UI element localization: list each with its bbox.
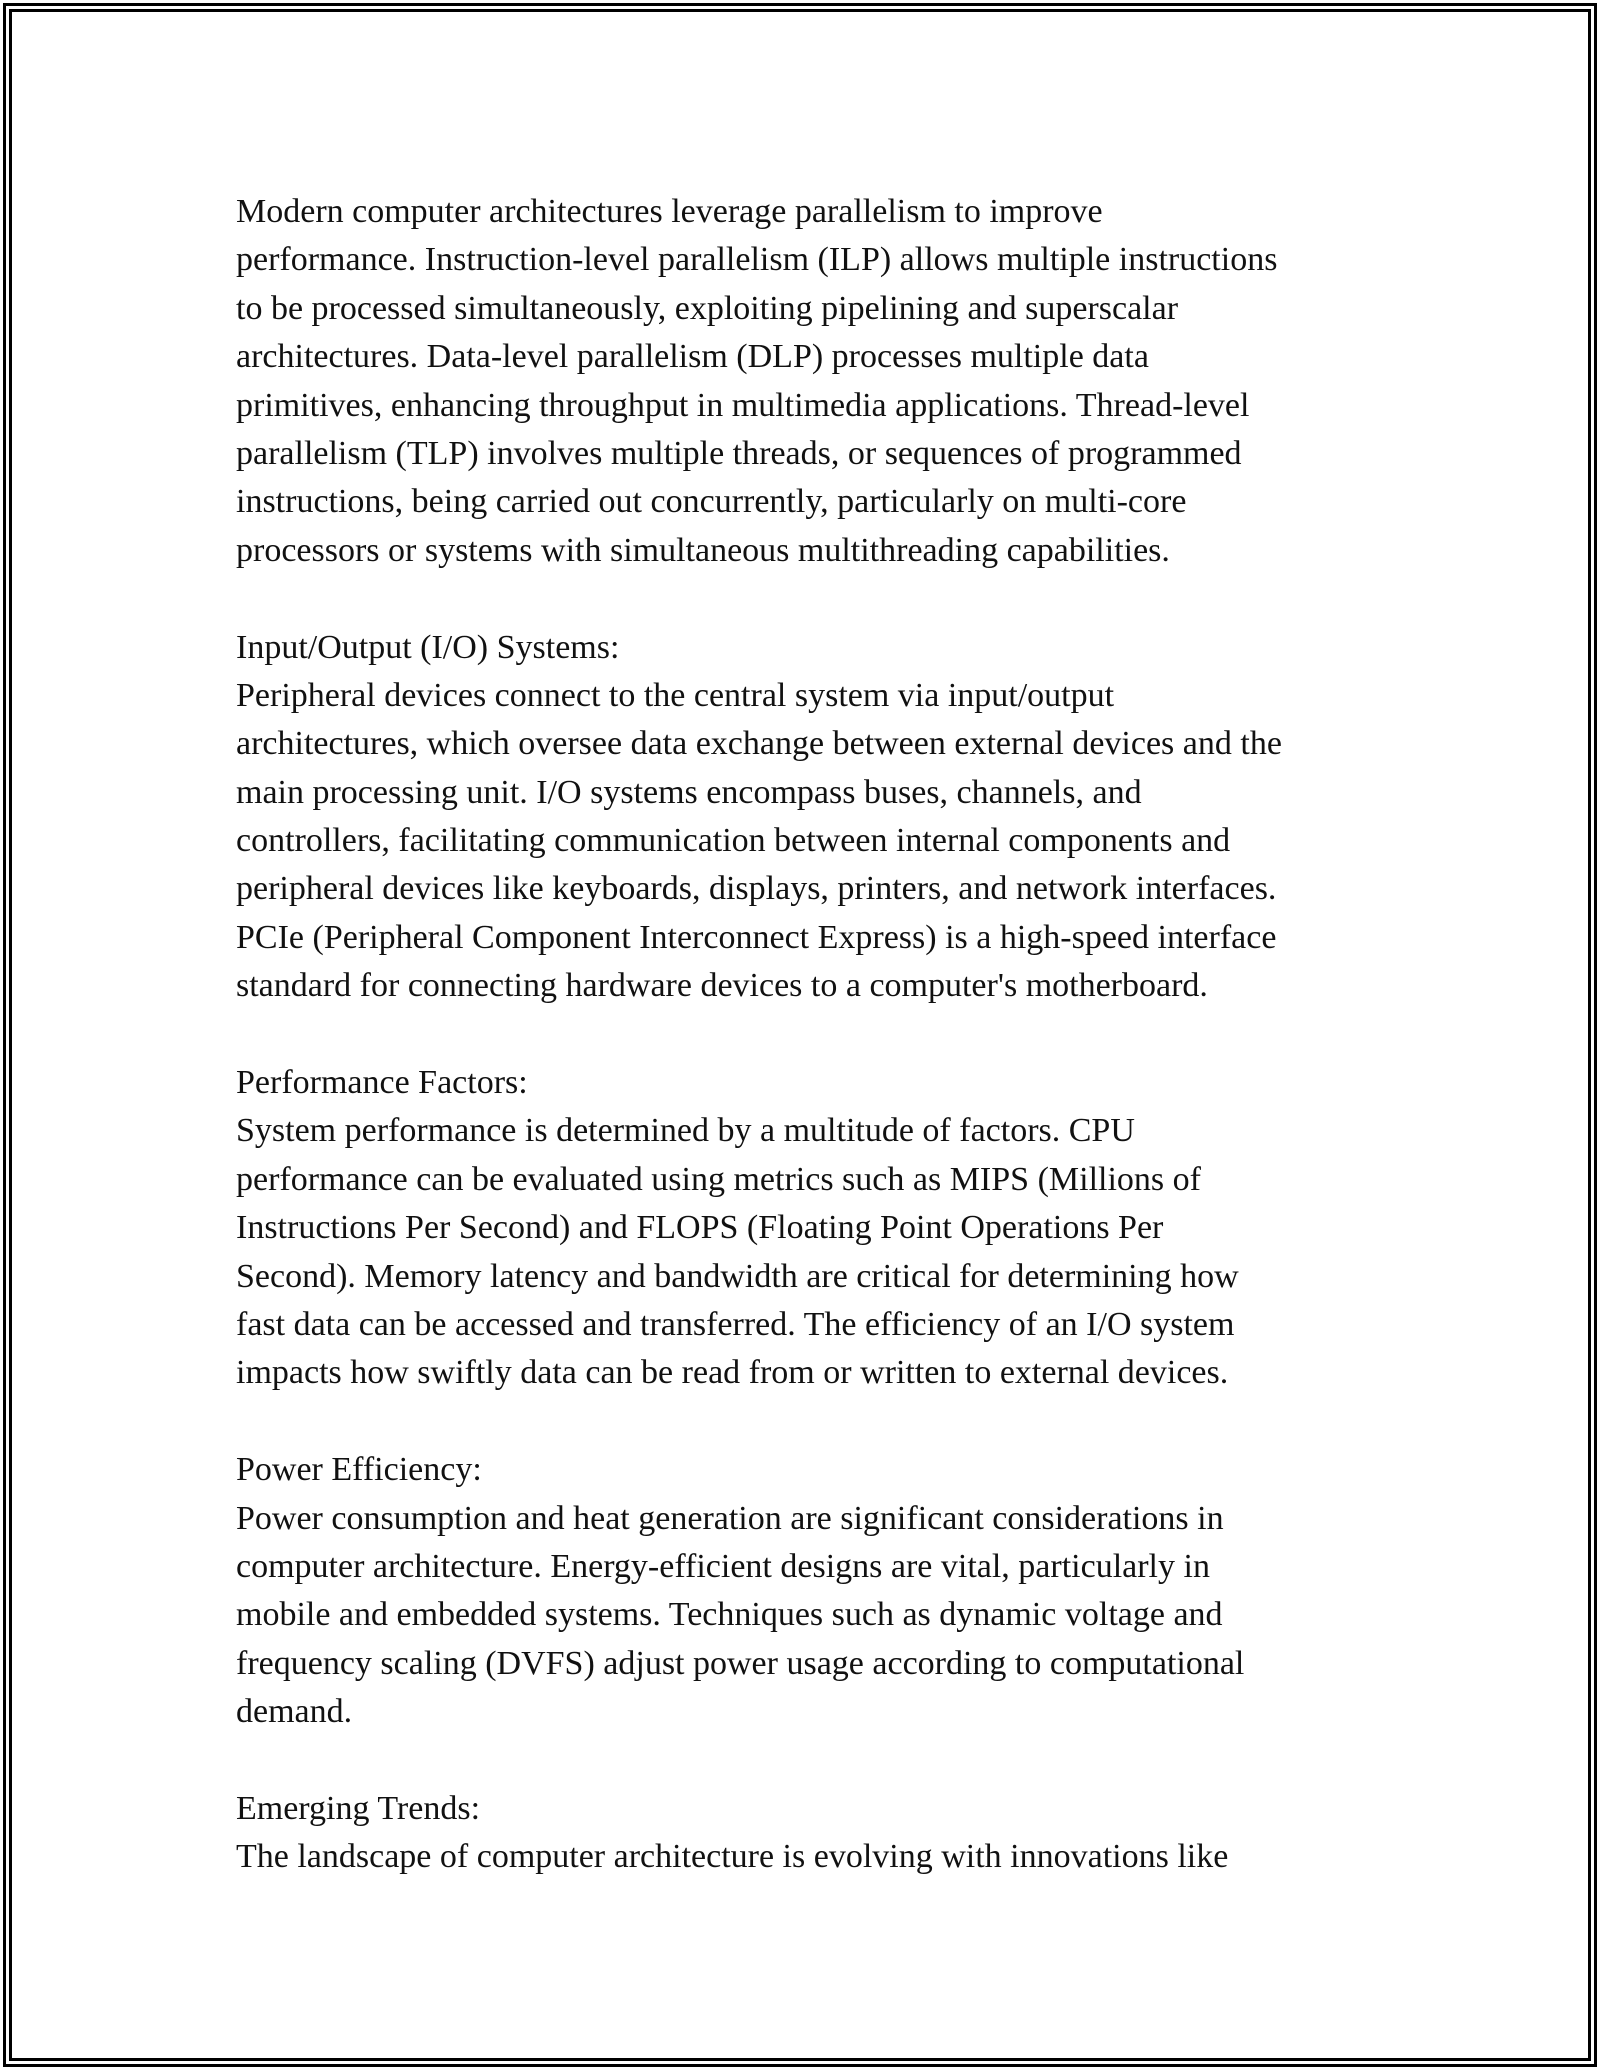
- performance-line: impacts how swiftly data can be read from or written to external devices.: [236, 1354, 1229, 1392]
- intro-line: Modern computer architectures leverage parallelism to improve: [236, 193, 1103, 230]
- paragraph-gap: [236, 1398, 1376, 1446]
- paragraph-gap: [236, 1737, 1376, 1785]
- paragraph-gap: [236, 575, 1376, 623]
- performance-line: System performance is determined by a multitude of factors. CPU: [236, 1112, 1135, 1150]
- document-body: [236, 188, 1376, 1882]
- performance-line: Second). Memory latency and bandwidth are critical for determining how: [236, 1257, 1239, 1295]
- io-line: architectures, which oversee data exchange between external devices and the: [236, 725, 1282, 763]
- io-section: [236, 624, 1376, 1011]
- power-heading: Power Efficiency:: [236, 1451, 482, 1489]
- intro-line: parallelism (TLP) involves multiple threads, or sequences of programmed: [236, 434, 1242, 472]
- intro-line: primitives, enhancing throughput in multimedia applications. Thread-level: [236, 386, 1250, 424]
- intro-line: processors or systems with simultaneous multithreading capabilities.: [236, 531, 1170, 569]
- performance-line: Instructions Per Second) and FLOPS (Floating Point Operations Per: [236, 1209, 1164, 1247]
- power-line: computer architecture. Energy-efficient designs are vital, particularly in: [236, 1547, 1210, 1585]
- performance-line: performance can be evaluated using metrics such as MIPS (Millions of: [236, 1160, 1201, 1198]
- power-section: [236, 1446, 1376, 1736]
- io-line: peripheral devices like keyboards, displays, printers, and network interfaces.: [236, 870, 1277, 908]
- intro-line: performance. Instruction-level parallelism (ILP) allows multiple instructions: [236, 241, 1278, 279]
- power-line: demand.: [236, 1693, 353, 1731]
- intro-line: to be processed simultaneously, exploiting pipelining and superscalar: [236, 289, 1179, 327]
- trends-section: [236, 1785, 1376, 1882]
- trends-heading: Emerging Trends:: [236, 1789, 481, 1827]
- power-line: Power consumption and heat generation are significant considerations in: [236, 1499, 1224, 1537]
- io-heading: Input/Output (I/O) Systems:: [236, 628, 620, 666]
- performance-line: fast data can be accessed and transferred. The efficiency of an I/O system: [236, 1305, 1235, 1343]
- io-line: controllers, facilitating communication between internal components and: [236, 822, 1231, 860]
- intro-line: architectures. Data-level parallelism (DLP) processes multiple data: [236, 338, 1149, 376]
- io-line: PCIe (Peripheral Component Interconnect Express) is a high-speed interface: [236, 918, 1277, 956]
- trends-line: The landscape of computer architecture is evolving with innovations like: [236, 1838, 1229, 1876]
- io-line: main processing unit. I/O systems encompass buses, channels, and: [236, 773, 1142, 811]
- intro-paragraph: [236, 188, 1376, 575]
- power-line: mobile and embedded systems. Techniques such as dynamic voltage and: [236, 1596, 1223, 1634]
- paragraph-gap: [236, 1011, 1376, 1059]
- io-line: Peripheral devices connect to the central system via input/output: [236, 676, 1115, 714]
- performance-section: [236, 1059, 1376, 1398]
- io-line: standard for connecting hardware devices to a computer's motherboard.: [236, 967, 1208, 1005]
- power-line: frequency scaling (DVFS) adjust power usage according to computational: [236, 1644, 1245, 1682]
- intro-line: instructions, being carried out concurrently, particularly on multi-core: [236, 483, 1187, 521]
- performance-heading: Performance Factors:: [236, 1064, 528, 1102]
